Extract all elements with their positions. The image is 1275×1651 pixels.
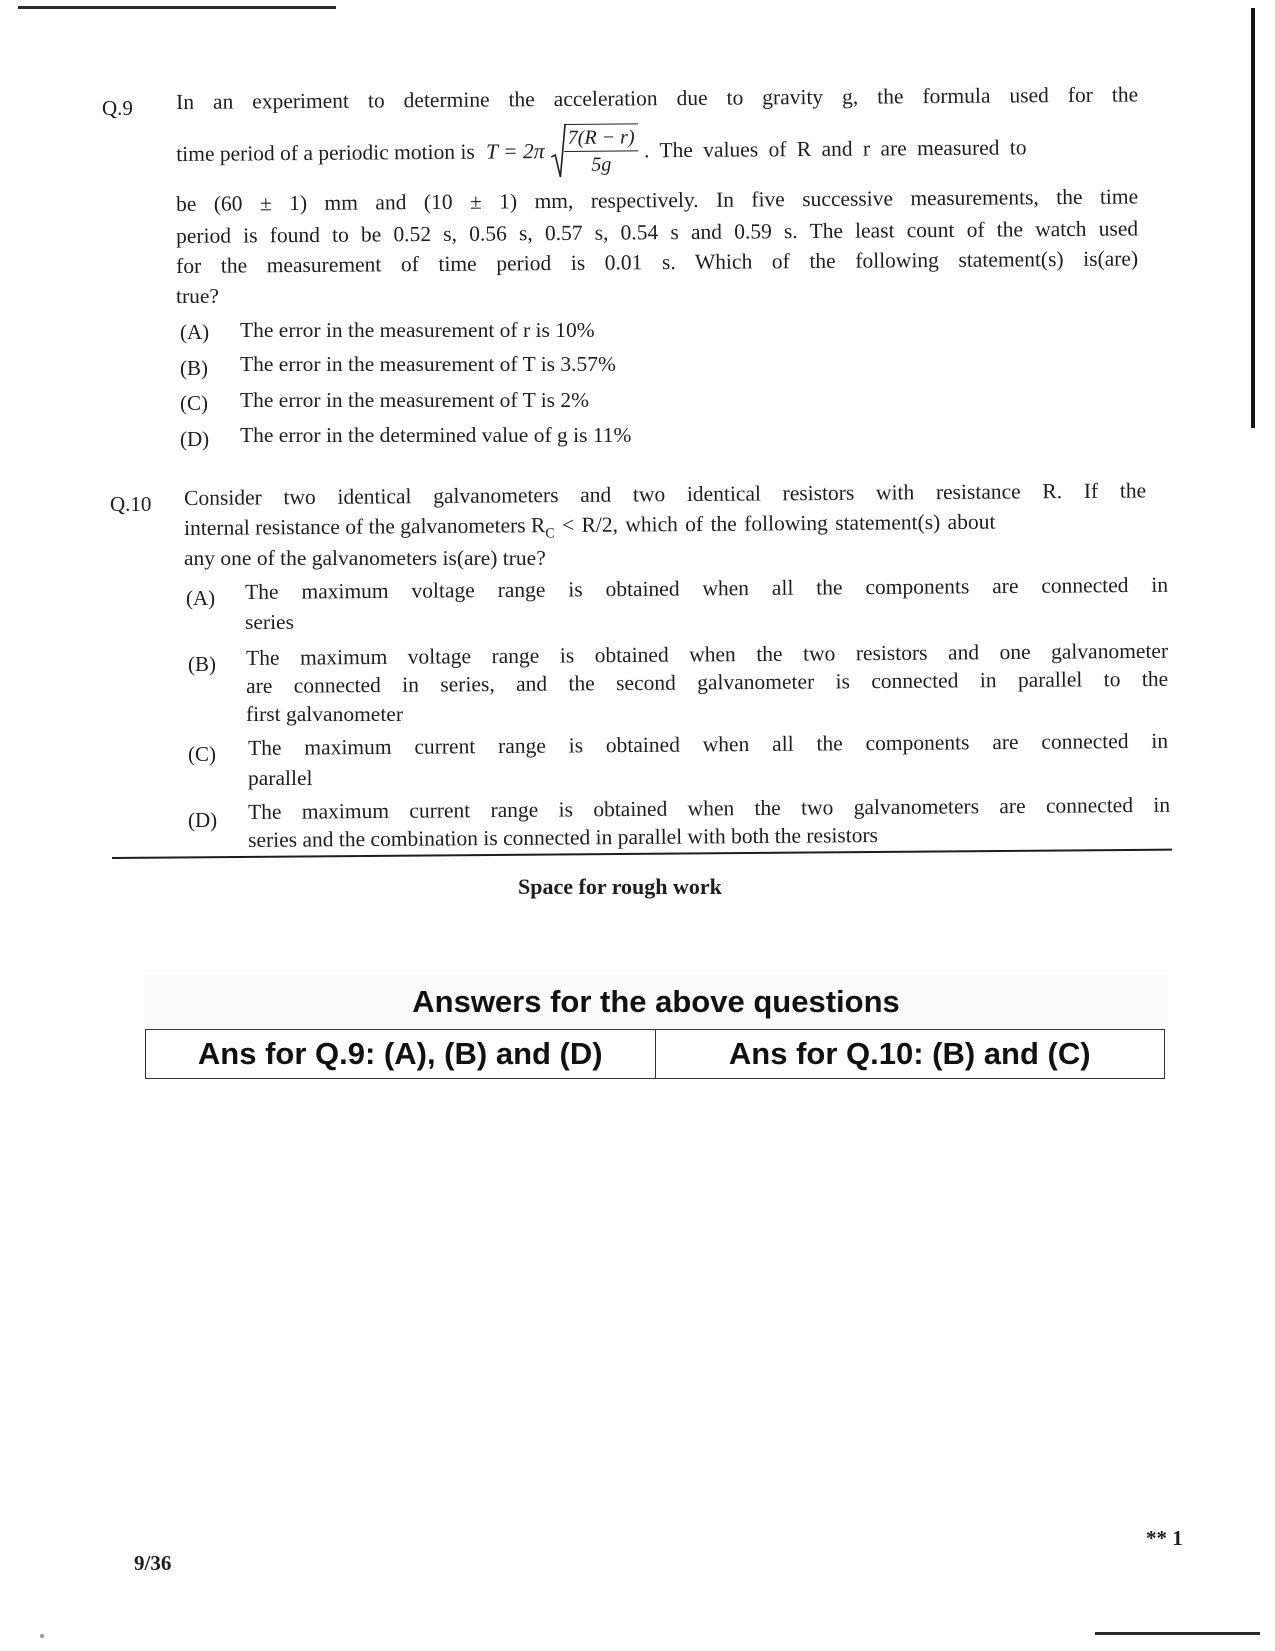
answers-box [145,975,1167,1080]
q10-option-b-letter: (B) [188,652,216,676]
q10-option-c-line-1: The maximum current range is obtained when all the components are connected in [248,728,1169,760]
bottom-rule [1095,1632,1260,1635]
question-number-9: Q.9 [102,96,133,120]
q9-option-d-letter: (D) [180,427,210,451]
formula-numerator: 7(R − r) [564,124,639,152]
answer-q9: Ans for Q.9: (A), (B) and (D) [197,1036,603,1071]
q9-option-c-text: The error in the measurement of T is 2% [240,388,590,412]
rough-work-label: Space for rough work [518,874,722,899]
q10-option-b-line-1: The maximum voltage range is obtained when the two resistors and one galvanometer [246,638,1169,670]
q9-option-c-letter: (C) [180,391,208,415]
formula-denominator: 5g [591,153,612,176]
q9-option-b-letter: (B) [180,356,208,380]
right-edge-rule [1251,8,1255,428]
footer-code: ** 1 [1146,1526,1183,1550]
q9-line-3: be (60 ± 1) mm and (10 ± 1) mm, respectively. In five successive measurements, the time [176,184,1139,216]
q9-line-6: true? [176,284,219,308]
q10-option-d-letter: (D) [188,808,218,832]
q10-line-3: any one of the galvanometers is(are) true? [184,546,546,570]
top-rule [18,6,336,9]
q10-option-a-letter: (A) [186,586,216,610]
q10-option-d-line-2: series and the combination is connected in parallel with both the resistors [248,823,879,852]
q10-option-c-letter: (C) [188,742,216,766]
answers-title: Answers for the above questions [412,984,900,1019]
answers-table [145,1029,1165,1079]
q10-line2-pre: internal resistance of the galvanometers R [184,513,546,540]
q10-line-1: Consider two identical galvanometers and two identical resistors with resistance R. If the [184,478,1147,510]
q10-option-d-line-1: The maximum current range is obtained when the two galvanometers are connected in [248,792,1171,824]
q9-option-a-letter: (A) [180,320,210,344]
q10-option-a-line-2: series [245,610,294,634]
q10-line2-post: < R/2, which of the following statement(s) about [554,509,996,538]
formula-lhs: T = 2π [486,139,545,164]
formula-fraction [564,123,639,178]
q9-line2-post: . The values of R and r are measured to [643,135,1027,163]
q9-line-2 [176,118,1138,186]
q10-line2-subscript: C [545,526,555,542]
q9-option-a-text: The error in the measurement of r is 10% [240,318,595,342]
q9-option-d-text: The error in the determined value of g is 11% [240,423,632,447]
question-number-10: Q.10 [110,492,152,516]
q9-line-4: period is found to be 0.52 s, 0.56 s, 0.57 s, 0.54 s and 0.59 s. The least count of the watch used [176,216,1139,248]
q10-option-a-line-1: The maximum voltage range is obtained when all the components are connected in [245,572,1169,604]
answer-q10: Ans for Q.10: (B) and (C) [655,1030,1165,1078]
scan-speck [40,1634,44,1638]
q9-line-1: In an experiment to determine the acceleration due to gravity g, the formula used for the [176,82,1139,114]
q9-option-b-text: The error in the measurement of T is 3.57% [240,352,616,376]
q9-line-5: for the measurement of time period is 0.01 s. Which of the following statement(s) is(are) [176,246,1139,278]
q10-option-c-line-2: parallel [248,766,313,790]
page-number: 9/36 [134,1551,172,1575]
q10-option-b-line-3: first galvanometer [246,702,404,726]
q10-option-b-line-2: are connected in series, and the second galvanometer is connected in parallel to the [246,666,1169,698]
q9-line2-pre: time period of a periodic motion is [176,139,475,166]
sqrt-formula [550,122,639,179]
